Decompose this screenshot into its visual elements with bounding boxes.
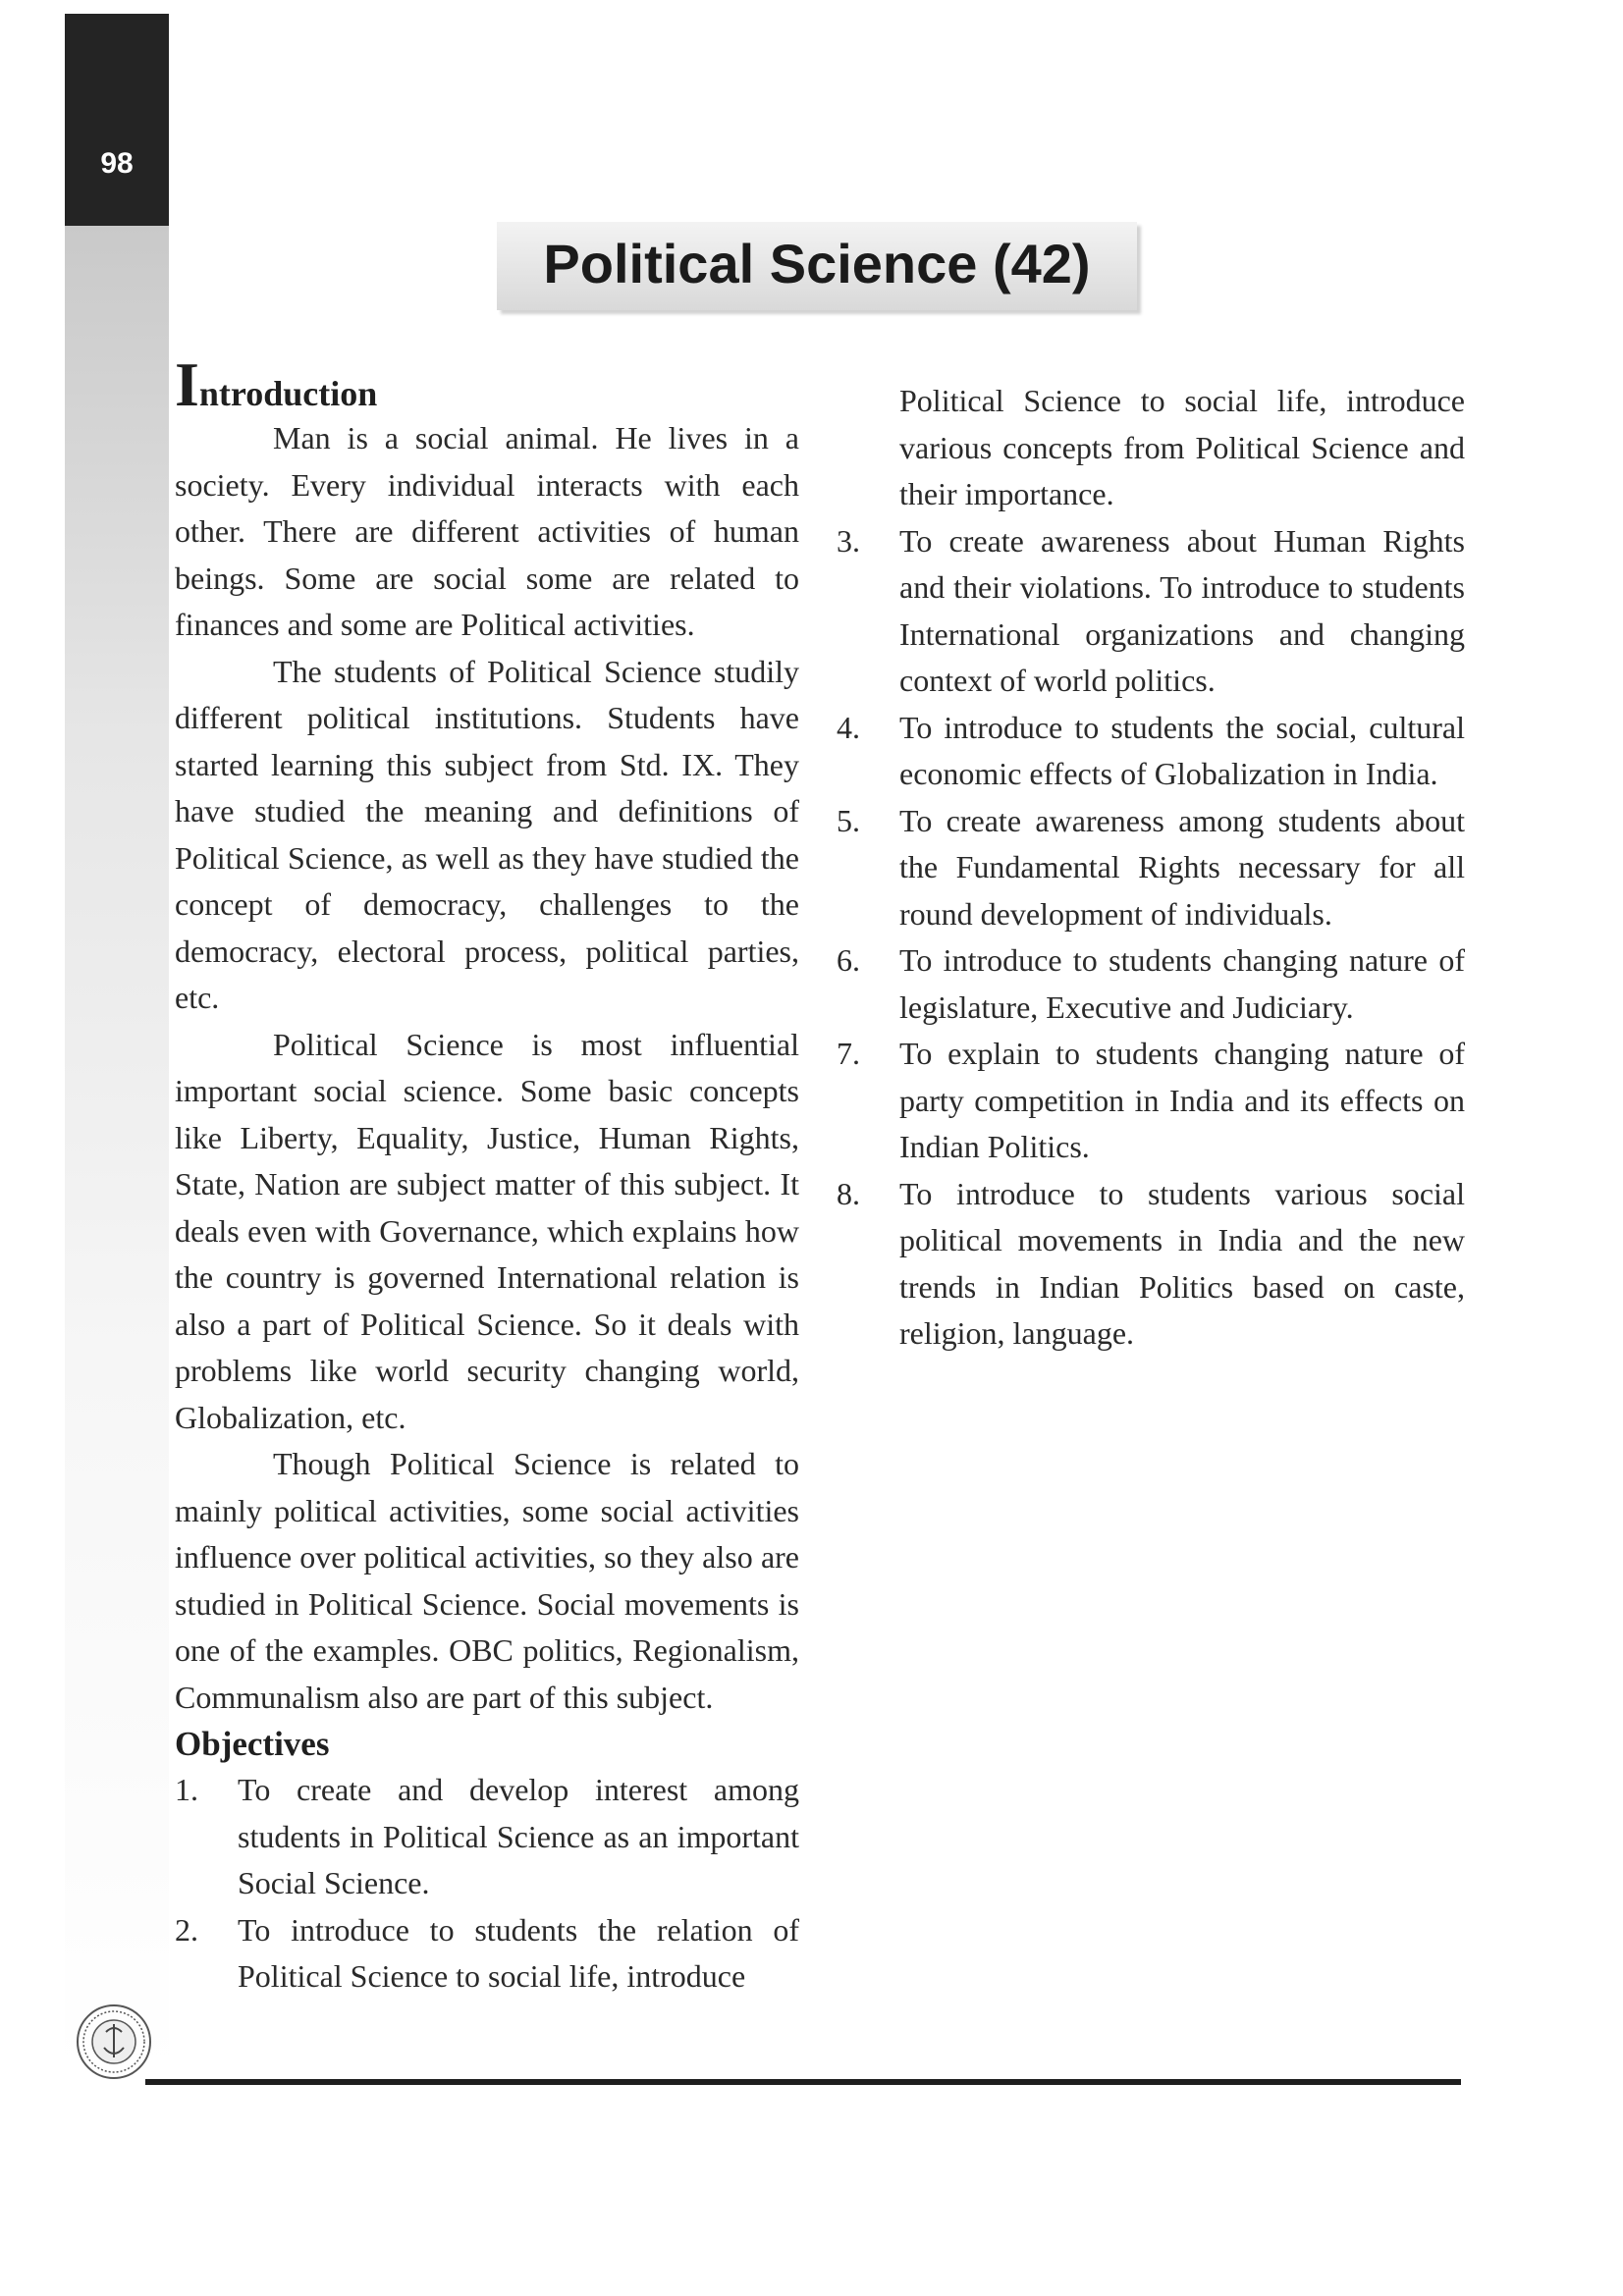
objective-item — [837, 798, 1465, 938]
objective-text: To explain to students changing nature of party competition in India and its effects on Indian Politics. — [899, 1036, 1465, 1164]
objectives-list-left — [175, 1767, 799, 2001]
page-number-tab — [65, 14, 169, 226]
heading-rest: ntroduction — [198, 374, 378, 413]
objective-item — [837, 937, 1465, 1031]
objective-text: To introduce to students the social, cultural economic effects of Globalization in India. — [899, 709, 1465, 791]
objective-number: 2. — [175, 1911, 198, 1948]
objective-item — [837, 1171, 1465, 1358]
objective-number: 5. — [837, 802, 860, 838]
objective-text: To create awareness among students about the Fundamental Rights necessary for all round development of individuals. — [899, 802, 1465, 932]
objectives-heading: Objectives — [175, 1725, 330, 1763]
objective-item — [837, 705, 1465, 798]
title-box — [497, 222, 1137, 310]
objective-text: To introduce to students changing nature of legislature, Executive and Judiciary. — [899, 942, 1465, 1025]
intro-paragraph: Man is a social animal. He lives in a society. Every individual interacts with each other. There are different activities of human beings. Some are social some are related to finances and some are Political activities. — [175, 420, 799, 642]
objective-number: 7. — [837, 1036, 860, 1071]
page-title: Political Science (42) — [543, 233, 1091, 294]
intro-paragraph: Political Science is most influential important social science. Some basic concepts like Liberty, Equality, Justice, Human Rights, State, Nation are subject matter of this subject. It deals even with Governance, which explains how the country is governed International relation is also a part of Political Science. So it deals with problems like world security changing world, Globalization, etc. — [175, 1026, 799, 1435]
left-column — [175, 349, 799, 2001]
objective-text: To introduce to students various social political movements in India and the new trends in Indian Politics based on caste, religion, language. — [899, 1175, 1465, 1351]
heading-dropcap: I — [175, 349, 199, 419]
objective-item — [175, 1767, 799, 1907]
objective-item — [837, 518, 1465, 705]
right-column — [837, 378, 1465, 1358]
footer-rule — [145, 2079, 1461, 2085]
objective-number: 1. — [175, 1772, 198, 1807]
objective-text: To introduce to students the relation of Political Science to social life, introduce — [238, 1911, 799, 1994]
intro-paragraph: Though Political Science is related to mainly political activities, some social activities influence over political activities, so they also are studied in Political Science. Social movements is one of the examples. OBC politics, Regionalism, Communalism also are part of this subject. — [175, 1446, 799, 1715]
objective-text: To create awareness about Human Rights and their violations. To introduce to students International organizations and changing context of world politics. — [899, 522, 1465, 698]
objective-item — [175, 1907, 799, 2001]
side-gradient-strip — [65, 14, 169, 2075]
objective-number: 6. — [837, 942, 860, 978]
objectives-list-right — [837, 518, 1465, 1358]
objective-number: 4. — [837, 709, 860, 745]
objective-item — [837, 1031, 1465, 1171]
objective-text: To create and develop interest among students in Political Science as an important Social Science. — [238, 1772, 799, 1900]
objective-continuation: Political Science to social life, introduce various concepts from Political Science and their importance. — [899, 383, 1465, 511]
board-emblem-icon — [75, 2002, 153, 2081]
page-number: 98 — [100, 147, 134, 180]
introduction-heading — [175, 349, 799, 419]
objective-number: 3. — [837, 522, 860, 559]
intro-paragraph: The students of Political Science studily different political institutions. Students have started learning this subject from Std. IX. They have studied the meaning and definitions of Political Science, as well as they have studied the concept of democracy, challenges to the democracy, electoral process, political parties, etc. — [175, 653, 799, 1015]
objective-number: 8. — [837, 1175, 860, 1211]
